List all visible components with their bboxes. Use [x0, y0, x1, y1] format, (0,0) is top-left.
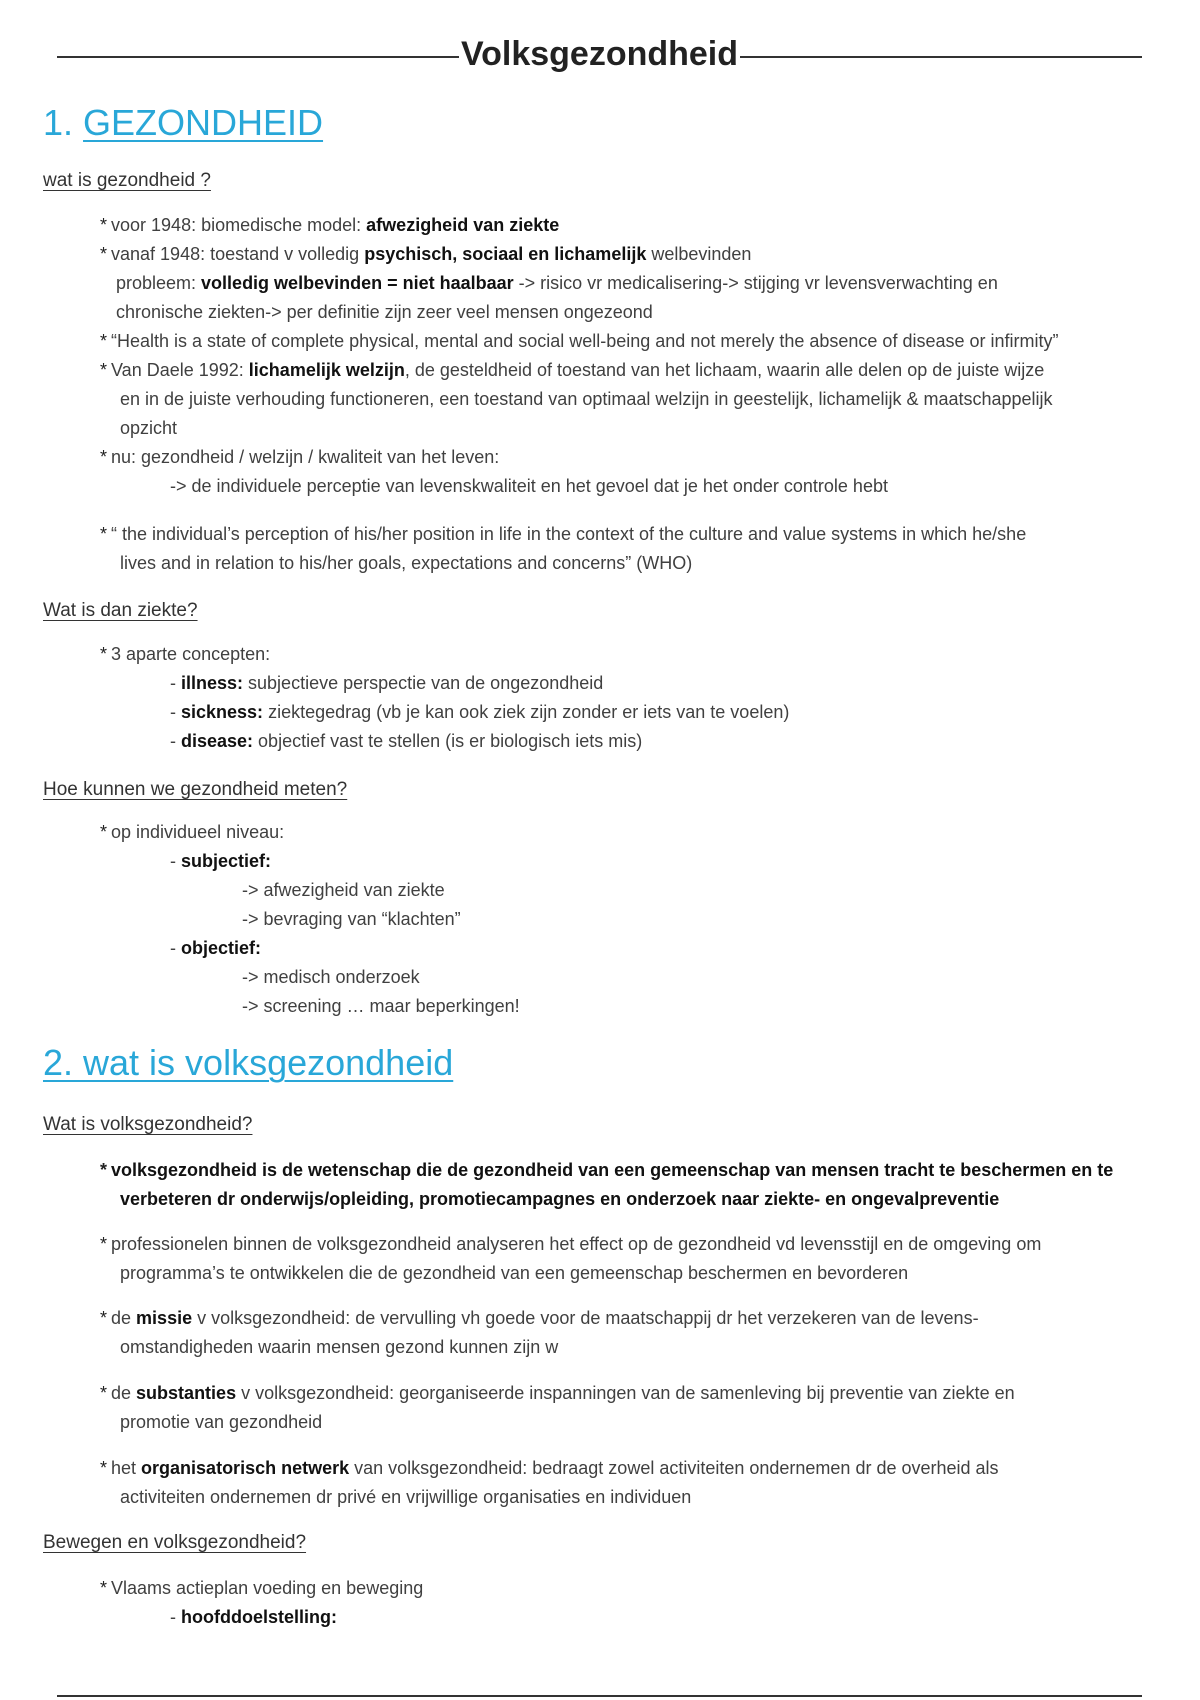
list-subsubitem: -> bevraging van “klachten”: [242, 909, 461, 929]
list-item-continued: en in de juiste verhouding functioneren, een toestand van optimaal welzijn in geestelijk, lichamelijk & maatschappelijk: [120, 389, 1053, 409]
list-item-continued: omstandigheden waarin mensen gezond kunnen zijn w: [120, 1337, 559, 1357]
list-substanties: [100, 1379, 1170, 1437]
list-item-continued: promotie van gezondheid: [120, 1412, 323, 1432]
list-subitem: - hoofddoelstelling:: [170, 1607, 337, 1627]
subheading-wat-is-gezondheid: wat is gezondheid ?: [43, 170, 211, 191]
bullet-star-icon: *: [100, 331, 108, 351]
bullet-star-icon: *: [100, 1308, 108, 1328]
list-bewegen: [100, 1574, 1170, 1632]
list-item-continued: activiteiten ondernemen dr privé en vrijwillige organisaties en individuen: [120, 1487, 692, 1507]
list-item-continued: probleem: volledig welbevinden = niet haalbaar -> risico vr medicalisering-> stijging vr levensverwachting en: [116, 273, 998, 293]
bullet-star-icon: *: [100, 360, 108, 380]
list-item: * Van Daele 1992: lichamelijk welzijn, de gesteldheid of toestand van het lichaam, waarin alle delen op de juiste wijze: [100, 360, 1045, 380]
list-missie: [100, 1304, 1170, 1362]
list-item-continued: verbeteren dr onderwijs/opleiding, promotiecampagnes en onderzoek naar ziekte- en ongevalpreventie: [120, 1189, 1000, 1209]
list-who-definition: [100, 520, 1170, 578]
list-item: * 3 aparte concepten:: [100, 644, 271, 664]
bullet-star-icon: *: [100, 524, 108, 544]
heading-text: GEZONDHEID: [83, 102, 324, 143]
list-gezondheid: [100, 211, 1170, 501]
subheading-wat-is-ziekte: Wat is dan ziekte?: [43, 600, 198, 621]
bullet-star-icon: *: [100, 644, 108, 664]
bullet-star-icon: *: [100, 1383, 108, 1403]
list-item: * “Health is a state of complete physical, mental and social well-being and not merely the absence of disease or infirmity”: [100, 331, 1059, 351]
list-item-continued: programma’s te ontwikkelen die de gezondheid van een gemeenschap beschermen en bevorderen: [120, 1263, 909, 1283]
list-item: * volksgezondheid is de wetenschap die de gezondheid van een gemeenschap van mensen tracht te beschermen en te: [100, 1160, 1114, 1180]
list-subitem: - illness: subjectieve perspectie van de ongezondheid: [170, 673, 604, 693]
subheading-gezondheid-meten: Hoe kunnen we gezondheid meten?: [43, 779, 348, 800]
list-item-continued: opzicht: [120, 418, 178, 438]
list-subitem: - objectief:: [170, 938, 262, 958]
list-item: * vanaf 1948: toestand v volledig psychisch, sociaal en lichamelijk welbevinden: [100, 244, 752, 264]
list-netwerk: [100, 1454, 1170, 1512]
list-item: * Vlaams actieplan voeding en beweging: [100, 1578, 424, 1598]
list-item-continued: -> de individuele perceptie van levenskwaliteit en het gevoel dat je het onder controle hebt: [170, 476, 888, 496]
bullet-star-icon: *: [100, 1234, 108, 1254]
list-item: * nu: gezondheid / welzijn / kwaliteit van het leven:: [100, 447, 500, 467]
bullet-star-icon: *: [100, 447, 108, 467]
subheading-bewegen: Bewegen en volksgezondheid?: [43, 1532, 307, 1553]
list-item-continued: lives and in relation to his/her goals, expectations and concerns” (WHO): [120, 553, 693, 573]
list-ziekte: [100, 640, 1170, 756]
list-item: * op individueel niveau:: [100, 822, 285, 842]
list-item: * de missie v volksgezondheid: de vervulling vh goede voor de maatschappij dr het verzekeren van de levens-: [100, 1308, 979, 1328]
list-item: * professionelen binnen de volksgezondheid analyseren het effect op de gezondheid vd levensstijl en de omgeving om: [100, 1234, 1042, 1254]
list-volksgezondheid: [100, 1156, 1170, 1214]
bullet-star-icon: *: [100, 1160, 108, 1180]
bullet-star-icon: *: [100, 1578, 108, 1598]
list-item-continued: chronische ziekten-> per definitie zijn zeer veel mensen ongezeond: [116, 302, 653, 322]
bullet-star-icon: *: [100, 244, 108, 264]
list-subsubitem: -> afwezigheid van ziekte: [242, 880, 445, 900]
list-subsubitem: -> screening … maar beperkingen!: [242, 996, 520, 1016]
title-row: [57, 30, 1142, 80]
list-item: * het organisatorisch netwerk van volksgezondheid: bedraagt zowel activiteiten ondernemen dr de overheid als: [100, 1458, 999, 1478]
document-title: Volksgezondheid: [460, 35, 739, 73]
bullet-star-icon: *: [100, 215, 108, 235]
list-item: * voor 1948: biomedische model: afwezigheid van ziekte: [100, 215, 560, 235]
list-subitem: - sickness: ziektegedrag (vb je kan ook ziek zijn zonder er iets van te voelen): [170, 702, 790, 722]
heading-text: 2. wat is volksgezondheid: [43, 1042, 454, 1083]
list-subsubitem: -> medisch onderzoek: [242, 967, 420, 987]
list-meten: [100, 818, 1170, 1021]
heading-gezondheid: [43, 100, 323, 146]
list-item: * de substanties v volksgezondheid: georganiseerde inspanningen van de samenleving bij preventie van ziekte en: [100, 1383, 1015, 1403]
heading-number: 1.: [43, 102, 84, 143]
subheading-wat-is-volksgezondheid: Wat is volksgezondheid?: [43, 1114, 253, 1135]
list-subitem: - disease: objectief vast te stellen (is er biologisch iets mis): [170, 731, 643, 751]
bullet-star-icon: *: [100, 822, 108, 842]
bullet-star-icon: *: [100, 1458, 108, 1478]
list-subitem: - subjectief:: [170, 851, 272, 871]
list-item: * “ the individual’s perception of his/her position in life in the context of the culture and value systems in which he/she: [100, 524, 1027, 544]
bottom-rule: [57, 1695, 1142, 1697]
heading-volksgezondheid: [43, 1040, 453, 1086]
list-professionelen: [100, 1230, 1170, 1288]
